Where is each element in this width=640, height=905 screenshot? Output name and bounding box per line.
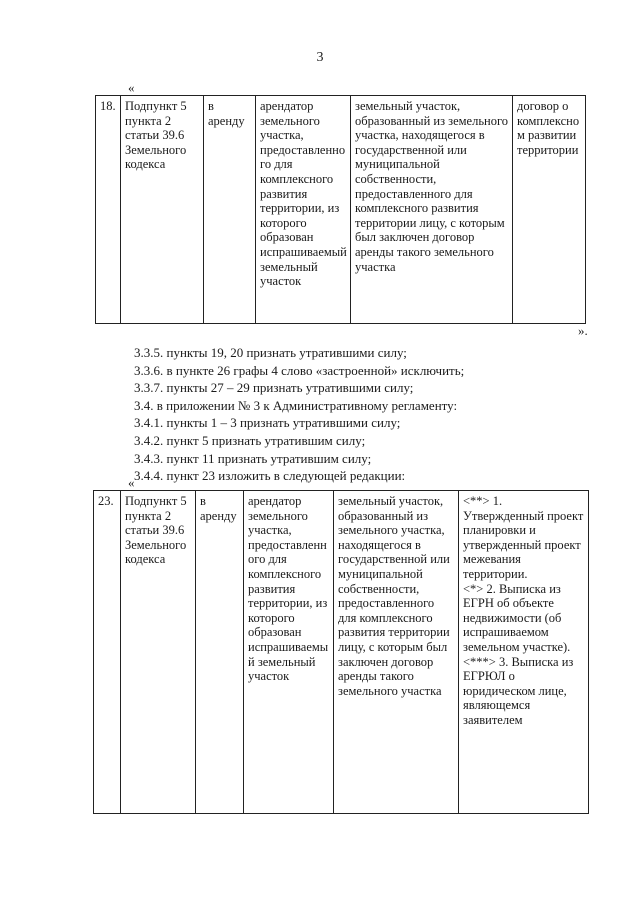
legal-basis-cell: Подпункт 5 пункта 2 статьи 39.6 Земельного кодекса (121, 491, 196, 814)
applicant-cell: арендатор земельного участка, предоставленного для комплексного развития территории, из которого образован испрашиваемый земельный участок (244, 491, 334, 814)
table-row-23 (93, 490, 589, 814)
closing-quote: ». (578, 323, 588, 338)
table-row-18 (95, 95, 586, 324)
row-number: 18. (96, 96, 121, 324)
list-item: 3.4.3. пункт 11 признать утратившим силу; (134, 450, 372, 466)
document-item: <***> 3. Выписка из ЕГРЮЛ о юридическом лице, являющемся заявителем (463, 654, 574, 727)
legal-basis-cell: Подпункт 5 пункта 2 статьи 39.6 Земельного кодекса (121, 96, 204, 324)
list-item: 3.4.4. пункт 23 изложить в следующей редакции: (134, 468, 406, 484)
grant-type-cell: в аренду (204, 96, 256, 324)
list-item: 3.3.6. в пункте 26 графы 4 слово «застроенной» исключить; (134, 362, 465, 378)
amendment-items (134, 344, 464, 485)
grant-type-cell: в аренду (196, 491, 244, 814)
opening-quote: « (128, 80, 135, 95)
list-item: 3.4. в приложении № 3 к Административному регламенту: (134, 397, 458, 413)
documents-cell (459, 491, 589, 814)
applicant-cell: арендатор земельного участка, предоставленного для комплексного развития территории, из которого образован испрашиваемый земельный участок (256, 96, 351, 324)
opening-quote: « (128, 475, 135, 490)
list-item: 3.3.7. пункты 27 – 29 признать утратившими силу; (134, 380, 414, 396)
list-item: 3.4.2. пункт 5 признать утратившим силу; (134, 432, 366, 448)
document-item: <**> 1. Утвержденный проект планировки и утвержденный проект межевания территории. (463, 494, 584, 581)
document-item: <*> 2. Выписка из ЕГРН об объекте недвижимости (об испрашиваемом земельном участке). (463, 581, 571, 654)
documents-cell: договор о комплексном развитии территории (513, 96, 586, 324)
page-number: 3 (316, 50, 324, 65)
list-item: 3.4.1. пункты 1 – 3 признать утратившими силу; (134, 415, 401, 431)
list-item: 3.3.5. пункты 19, 20 признать утратившими силу; (134, 345, 407, 360)
row-number: 23. (94, 491, 121, 814)
land-plot-cell: земельный участок, образованный из земельного участка, находящегося в государственной или муниципальной собственности, предоставленного для комплексного развития территории лицу, с которым был заключен договор аренды такого земельного участка (334, 491, 459, 814)
land-plot-cell: земельный участок, образованный из земельного участка, находящегося в государственной или муниципальной собственности, предоставленного для комплексного развития территории лицу, с которым был заключен договор аренды такого земельного участка (351, 96, 513, 324)
